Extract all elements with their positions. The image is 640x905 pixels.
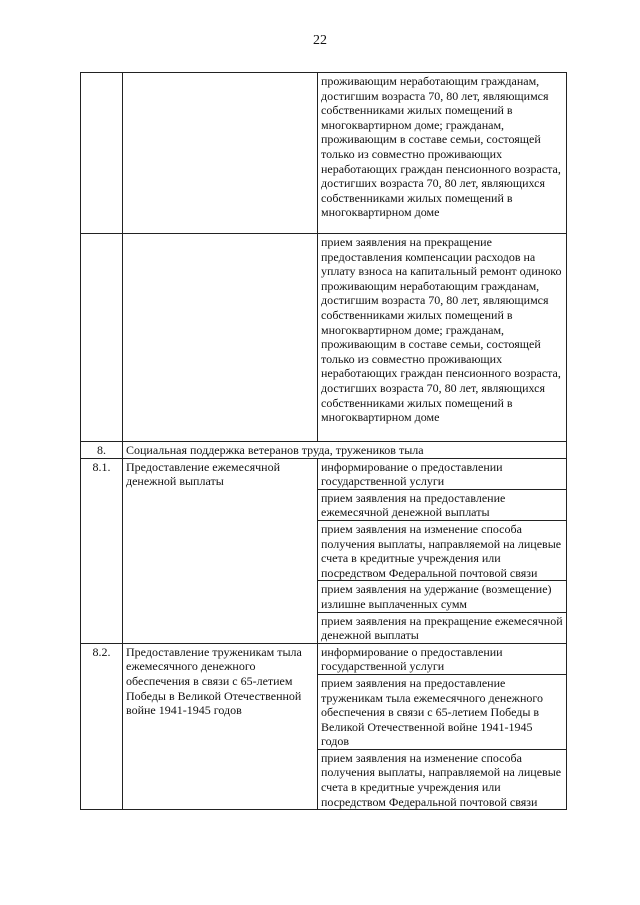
service-name-cell (123, 234, 318, 442)
number-cell (81, 73, 123, 234)
item-cell: проживающим неработающим гражданам, достигшим возраста 70, 80 лет, являющимся собственниками жилых помещений в многоквартирном доме; гражданам, проживающим в составе семьи, состоящей только из совместно проживающих неработающих граждан пенсионного возраста, достигших возраста 70, 80 лет, являющихся собственниками жилых помещений в многоквартирном доме (318, 73, 567, 234)
service-number: 8.2. (81, 643, 123, 810)
item-cell: информирование о предоставлении государственной услуги (318, 458, 567, 489)
service-name: Предоставление ежемесячной денежной выплаты (123, 458, 318, 643)
table-row (81, 458, 567, 489)
section-row (81, 442, 567, 459)
section-title: Социальная поддержка ветеранов труда, тружеников тыла (123, 442, 567, 459)
number-cell (81, 234, 123, 442)
item-cell: прием заявления на предоставление труженикам тыла ежемесячного денежного обеспечения в связи с 65-летием Победы в Великой Отечественной войне 1941-1945 годов (318, 674, 567, 749)
page-number: 22 (313, 33, 327, 48)
item-cell: прием заявления на удержание (возмещение) излишне выплаченных сумм (318, 581, 567, 612)
item-cell: информирование о предоставлении государственной услуги (318, 643, 567, 674)
table-row (81, 73, 567, 234)
table-row (81, 234, 567, 442)
service-number: 8.1. (81, 458, 123, 643)
service-name: Предоставление труженикам тыла ежемесячного денежного обеспечения в связи с 65-летием Победы в Великой Отечественной войне 1941-1945 годов (123, 643, 318, 810)
item-cell: прием заявления на прекращение ежемесячной денежной выплаты (318, 612, 567, 643)
section-number: 8. (81, 442, 123, 459)
item-cell: прием заявления на изменение способа получения выплаты, направляемой на лицевые счета в кредитные учреждения или посредством Федеральной почтовой связи (318, 520, 567, 580)
item-cell: прием заявления на прекращение предоставления компенсации расходов на уплату взноса на капитальный ремонт одиноко проживающим неработающим гражданам, достигшим возраста 70, 80 лет, являющимся собственниками жилых помещений в многоквартирном доме; гражданам, проживающим в составе семьи, состоящей только из совместно проживающих неработающих граждан пенсионного возраста, достигших возраста 70, 80 лет, являющихся собственниками жилых помещений в многоквартирном доме (318, 234, 567, 442)
service-name-cell (123, 73, 318, 234)
item-cell: прием заявления на изменение способа получения выплаты, направляемой на лицевые счета в кредитные учреждения или посредством Федеральной почтовой связи (318, 749, 567, 809)
item-cell: прием заявления на предоставление ежемесячной денежной выплаты (318, 489, 567, 520)
table-row (81, 643, 567, 674)
services-table (80, 72, 567, 810)
